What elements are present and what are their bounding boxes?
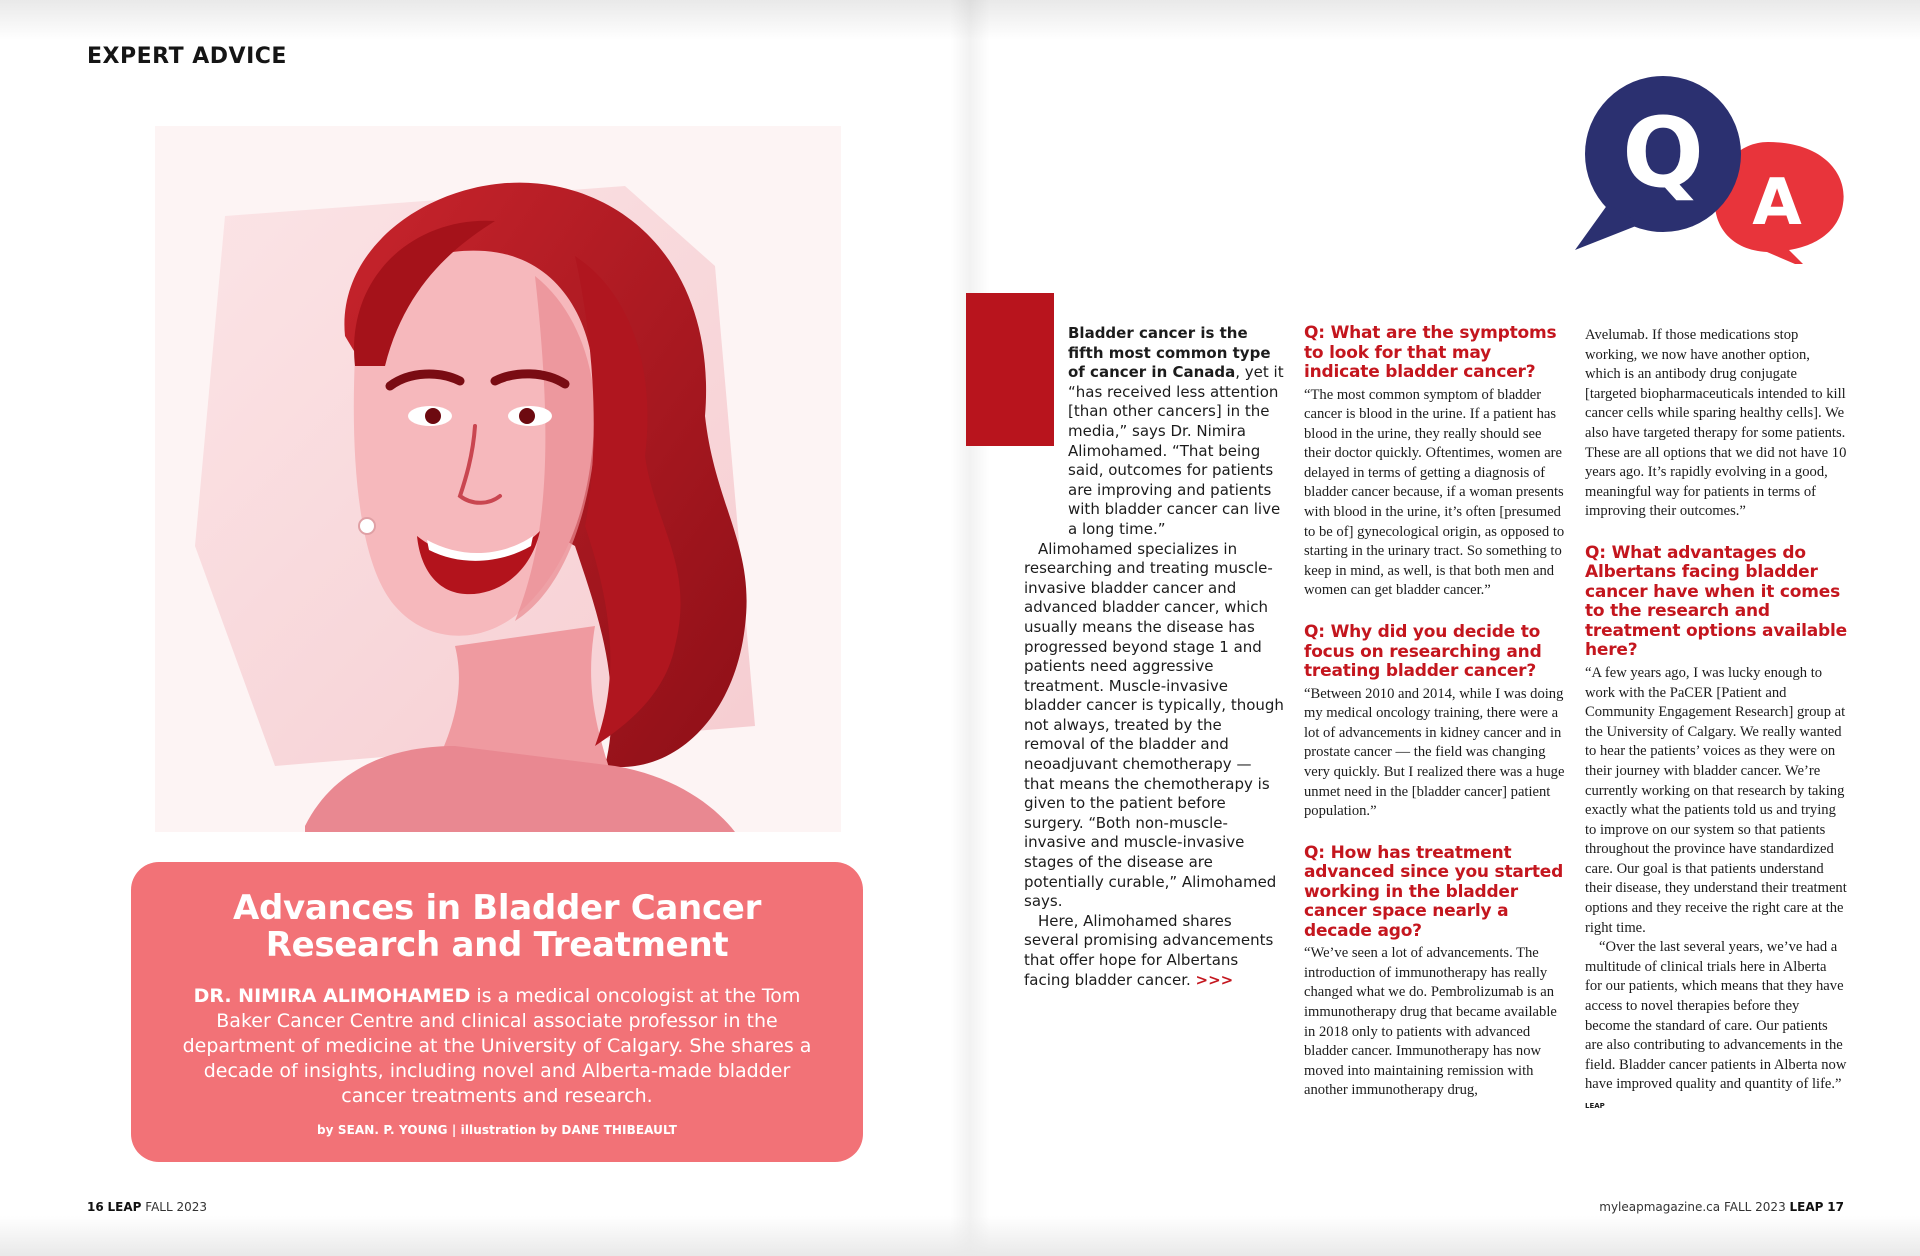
qa-logo-a-letter: A [1752, 166, 1802, 240]
folio-left-mag: LEAP [107, 1200, 142, 1214]
qa-column-2 [1304, 324, 1566, 1101]
lead-paragraph-3 [1024, 912, 1286, 990]
title-card [131, 862, 863, 1162]
lead-strong-text: Bladder cancer is the fifth most common type of cancer in Canada [1068, 324, 1271, 382]
page-shade-bottom [0, 1216, 1920, 1256]
end-mark: LEAP [1585, 1102, 1605, 1110]
lead-paragraph-1 [1068, 324, 1286, 540]
folio-right-mag: LEAP [1789, 1200, 1824, 1214]
question-1: Q: What are the symptoms to look for that may indicate bladder cancer? [1304, 323, 1557, 382]
intro-name: DR. NIMIRA ALIMOHAMED [193, 985, 471, 1007]
folio-right [1599, 1200, 1844, 1214]
answer-2: “Between 2010 and 2014, while I was doing my medical oncology training, there were a lot of advancements in kidney cancer and in prostate cancer — the field was changing very quickly. But I realized there was a huge unmet need in the [bladder cancer] patient population.” [1304, 685, 1565, 820]
byline: by SEAN. P. YOUNG | illustration by DANE THIBEAULT [316, 1123, 678, 1137]
answer-3-continued: Avelumab. If those medications stop working, we now have another option, which is an antibody drug conjugate [targeted biopharmaceuticals intended to kill cancer cells while sparing healthy cells]. We also have targeted therapy for some patients. These are all options that we did not have 10 years ago. It’s rapidly evolving in a good, meaningful way for patients in terms of improving their outcomes.” [1585, 327, 1847, 520]
doctor-portrait-illustration [155, 126, 841, 832]
question-4: Q: What advantages do Albertans facing bladder cancer have when it comes to the research and treatment options available here? [1585, 542, 1847, 661]
folio-right-issue: FALL 2023 [1723, 1200, 1786, 1214]
folio-right-site: myleapmagazine.ca [1599, 1200, 1721, 1214]
answer-4-paragraph-2 [1585, 938, 1847, 1116]
intro-body: is a medical oncologist at the Tom Baker Cancer Centre and clinical associate professor in the department of medicine at the University of Calgary. She shares a decade of insights, including novel and Alberta-made bladder cancer treatments and research. [182, 985, 812, 1107]
section-label: EXPERT ADVICE [87, 44, 287, 69]
answer-3: “We’ve seen a lot of advancements. The introduction of immunotherapy has really changed what we do. Pembrolizumab is an immunotherapy drug that became available in 2018 only to patients with advanced bladder cancer. Immunotherapy has now moved into maintaining remission with another immunotherapy drug, [1304, 945, 1557, 1099]
folio-right-page: 17 [1827, 1200, 1844, 1214]
folio-left-issue: FALL 2023 [145, 1200, 208, 1214]
question-3: Q: How has treatment advanced since you started working in the bladder cancer space nearly a decade ago? [1304, 842, 1564, 941]
question-2: Q: Why did you decide to focus on researching and treating bladder cancer? [1304, 622, 1542, 682]
lead-p3-text: Here, Alimohamed shares several promising advancements that offer hope for Albertans facing bladder cancer. [1024, 911, 1274, 989]
continue-marker: >>> [1195, 970, 1234, 989]
folio-left [87, 1200, 207, 1214]
qa-logo [1553, 74, 1853, 264]
lead-column [1024, 324, 1286, 990]
article-title-line1: Advances in Bladder Cancer [232, 888, 762, 928]
qa-column-3 [1585, 326, 1847, 1117]
lead-p1-text: , yet it “has received less attention [than other cancers] in the media,” says Dr. Nimira Alimohamed. “That being said, outcomes for patients are improving and patients with bladder cancer can live a long time.” [1068, 363, 1284, 538]
answer-4-p2-text: “Over the last several years, we’ve had a multitude of clinical trials here in Alberta for our patients, which means that they have access to novel therapies before they become the standard of care. Our patients are also contributing to advancements in the field. Bladder cancer patients in Alberta now have improved quality and quantity of life.” [1585, 939, 1847, 1093]
answer-1: “The most common symptom of bladder cancer is blood in the urine. If a patient has blood in the urine, they really should see their doctor quickly. Oftentimes, women are delayed in terms of getting a diagnosis of bladder cancer because, if a woman presents with blood in the urine, it’s often [presumed to be of] gynecological origin, as opposed to starting in the urinary tract. So something to keep in mind, as well, is that both men and women can get bladder cancer.” [1304, 386, 1565, 599]
answer-4: “A few years ago, I was lucky enough to work with the PaCER [Patient and Community Engagement Research] group at the University of Calgary. We really wanted to hear the patients’ voices as they were on their journey with bladder cancer. We’re currently working on that research by taking exactly what the patients told us and trying to improve on our system so that patients throughout the province have standardized care. Our goal is that patients understand their disease, they understand their treatment options and they receive the right care at the right time. [1585, 664, 1847, 936]
article-title-line2: Research and Treatment [265, 925, 729, 965]
intro-text [181, 984, 813, 1109]
folio-left-page: 16 [87, 1200, 104, 1214]
lead-paragraph-2: Alimohamed specializes in researching and treating muscle-invasive bladder cancer and advanced bladder cancer, which usually means the disease has progressed beyond stage 1 and patients need aggressive treatment. Muscle-invasive bladder cancer is typically, though not always, treated by the removal of the bladder and neoadjuvant chemotherapy — that means the chemotherapy is given to the patient before surgery. “Both non-muscle-invasive and muscle-invasive stages of the disease are potentially curable,” Alimohamed says. [1024, 539, 1284, 911]
spread-gutter [950, 0, 990, 1256]
article-title [131, 890, 863, 964]
qa-logo-q-letter: Q [1622, 97, 1704, 209]
